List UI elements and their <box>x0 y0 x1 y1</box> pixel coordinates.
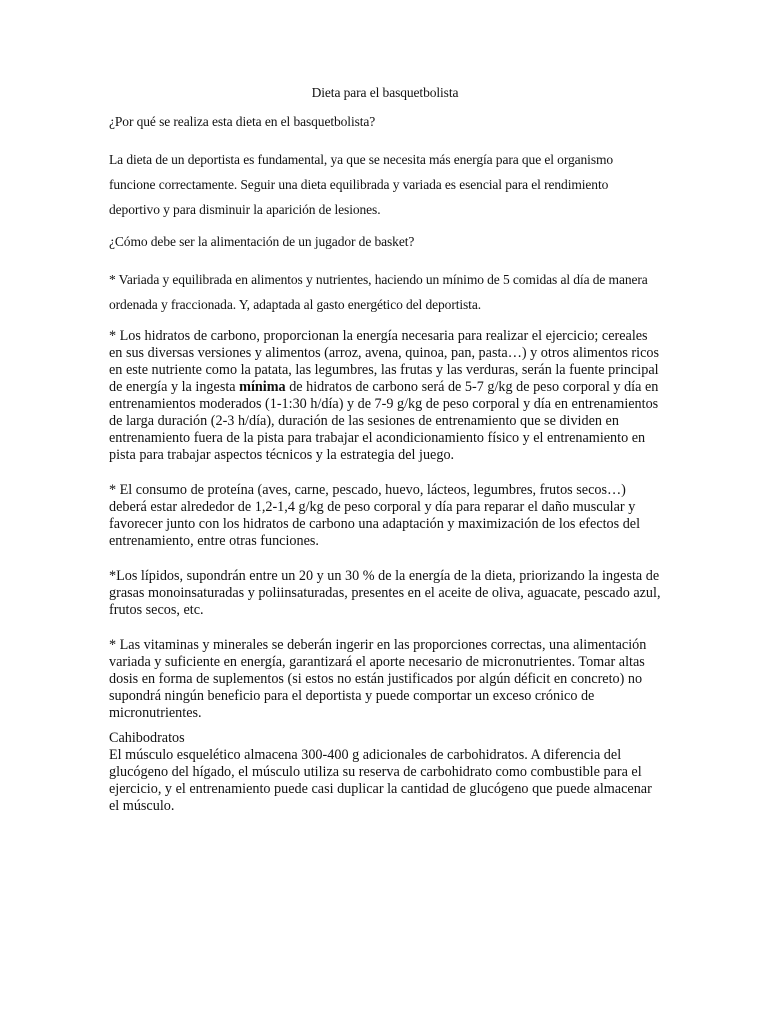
bullet-carbohydrates-text-1: * Los hidratos de carbono, proporcionan la energía necesaria para realizar el ejercicio; cereales en sus diversas versiones y alimentos (arroz, avena, quinoa, pan, pasta…) y otros alimentos ricos en este nutriente como la patata, las legumbres, las frutas y las verduras, serán la fuente principal de energía y la ingesta <box>109 328 660 395</box>
bullet-carbohydrates-text-2: de hidratos de carbono será de 5-7 g/kg de peso corporal y día en entrenamientos moderados (1-1:30 h/día) y de 7-9 g/kg de peso corporal y día en entrenamientos de larga duración (2-3 h/día), duración de las sesiones de entrenamiento que se dividen en entrenamiento fuera de la pista para trabajar el acondicionamiento físico y el entrenamiento en pista para trabajar aspectos técnicos y la estrategia del juego. <box>109 379 659 463</box>
bullet-lipids: *Los lípidos, supondrán entre un 20 y un 30 % de la energía de la dieta, priorizando la ingesta de grasas monoinsaturadas y poliinsaturadas, presentes en el aceite de oliva, aguacate, pescado azul, frutos secos, etc. <box>109 568 661 618</box>
paragraph-importance: La dieta de un deportista es fundamental, ya que se necesita más energía para que el organismo funcione correctamente. Seguir una dieta equilibrada y variada es esencial para el rendimiento deportivo y para disminuir la aparición de lesiones. <box>109 152 614 217</box>
bullet-varied-diet: * Variada y equilibrada en alimentos y nutrientes, haciendo un mínimo de 5 comidas al día de manera ordenada y fraccionada. Y, adaptada al gasto energético del deportista. <box>109 272 648 312</box>
question-why-diet: ¿Por qué se realiza esta dieta en el basquetbolista? <box>109 114 376 129</box>
bullet-carbohydrates <box>109 328 661 464</box>
section-paragraph: El músculo esquelético almacena 300-400 g adicionales de carbohidratos. A diferencia del glucógeno del hígado, el músculo utiliza su reserva de carbohidrato como combustible para el ejercicio, y el entrenamiento puede casi duplicar la cantidad de glucógeno que puede almacenar el músculo. <box>109 747 652 814</box>
bullet-protein: * El consumo de proteína (aves, carne, pescado, huevo, lácteos, legumbres, frutos secos…) deberá estar alrededor de 1,2-1,4 g/kg de peso corporal y día para reparar el daño muscular y favorecer junto con los hidratos de carbono una adaptación y maximización de los efectos del entrenamiento, entre otras funciones. <box>109 482 641 549</box>
bullet-vitamins: * Las vitaminas y minerales se deberán ingerir en las proporciones correctas, una alimentación variada y suficiente en energía, garantizará el aporte necesario de micronutrientes. Tomar altas dosis en forma de suplementos (si estos no están justificados por algún déficit en concreto) no supondrá ningún beneficio para el deportista y puede comportar un exceso crónico de micronutrientes. <box>109 637 647 721</box>
section-heading: Cahibodratos <box>109 730 185 746</box>
bullet-carbohydrates-bold: mínima <box>239 379 286 395</box>
document-title: Dieta para el basquetbolista <box>311 85 459 100</box>
question-how-diet: ¿Cómo debe ser la alimentación de un jugador de basket? <box>109 234 415 249</box>
document-page <box>109 84 661 833</box>
